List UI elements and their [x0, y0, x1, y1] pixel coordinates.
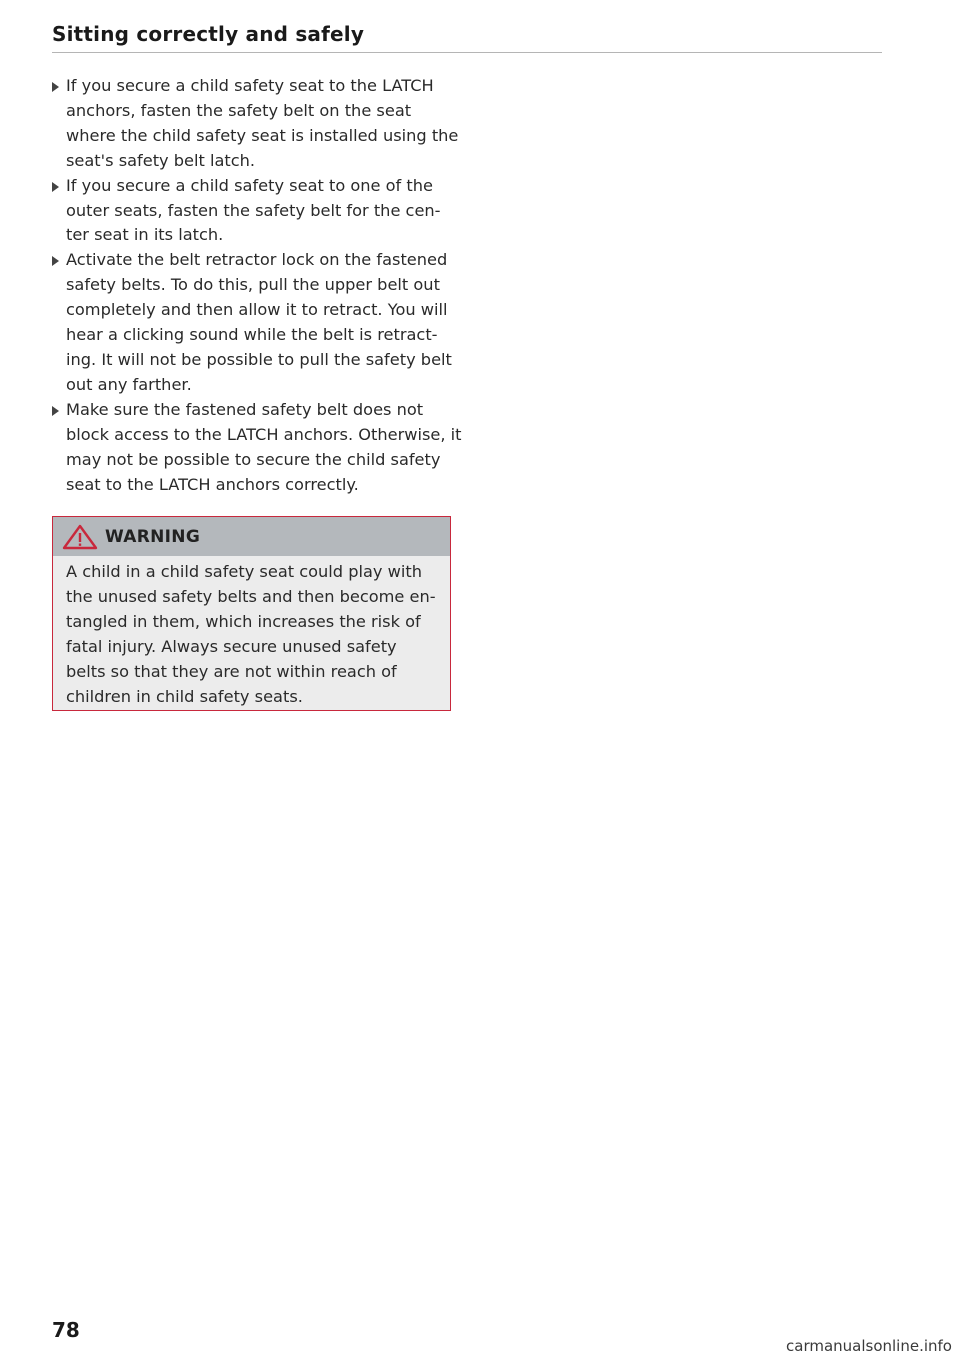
list-item-text: Make sure the fastened safety belt does not block access to the LATCH anchors. Otherwise, it may not be possible to secure the child safety seat to the LATCH anchors correctly.: [66, 399, 462, 494]
list-item-text: Activate the belt retractor lock on the fastened safety belts. To do this, pull the upper belt out completely and then allow it to retract. You will hear a clicking sound while the belt is retract-ing. It will not be possible to pull the safety belt out any farther.: [66, 250, 452, 394]
list-item: [52, 248, 462, 397]
triangle-bullet-icon: [52, 82, 59, 92]
triangle-bullet-icon: [52, 256, 59, 266]
header-divider: [52, 52, 882, 53]
section-title: Sitting correctly and safely: [52, 22, 365, 46]
list-item-text: If you secure a child safety seat to one of the outer seats, fasten the safety belt for the cen-ter seat in its latch.: [66, 175, 441, 245]
warning-header: [53, 517, 450, 556]
list-item: [52, 174, 462, 249]
list-item: [52, 74, 462, 174]
watermark: carmanualsonline.info: [786, 1337, 952, 1355]
list-item: [52, 398, 462, 498]
warning-title: WARNING: [105, 526, 201, 547]
triangle-bullet-icon: [52, 406, 59, 416]
warning-box: [52, 516, 451, 711]
instruction-list: [52, 74, 462, 497]
warning-triangle-icon: [61, 524, 99, 550]
warning-text: A child in a child safety seat could play with the unused safety belts and then become en-tangled in them, which increases the risk of fatal injury. Always secure unused safety belts so that they are not within reach of children in child safety seats.: [66, 562, 436, 706]
page-number: 78: [52, 1318, 80, 1342]
triangle-bullet-icon: [52, 182, 59, 192]
list-item-text: If you secure a child safety seat to the LATCH anchors, fasten the safety belt on the seat where the child safety seat is installed using the seat's safety belt latch.: [66, 76, 459, 170]
